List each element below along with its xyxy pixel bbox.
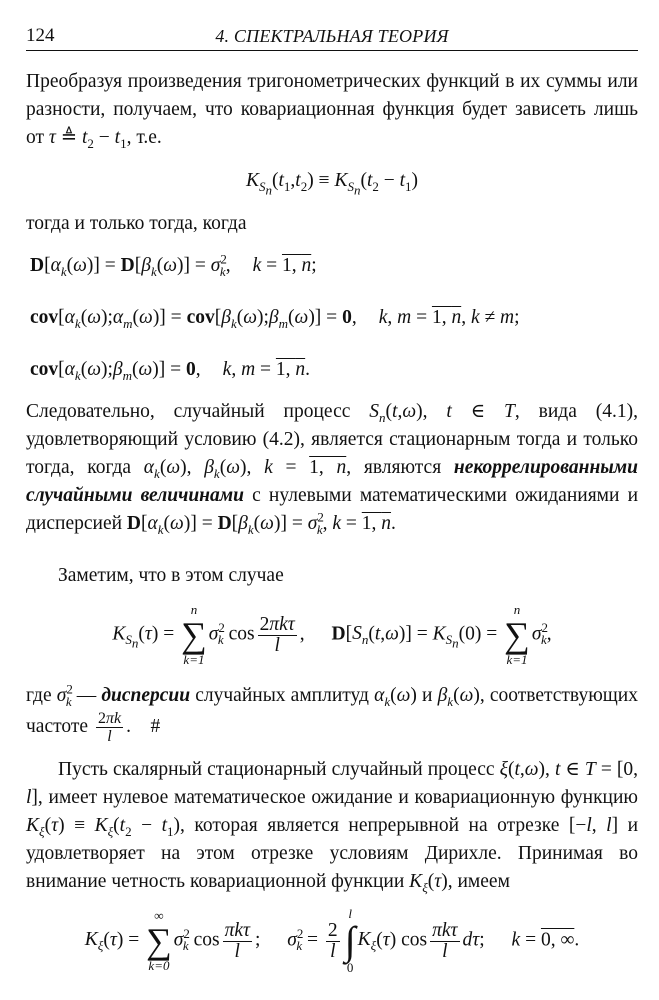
equation-covariance-shift: $K_{S_n}(t_1,t_2) \equiv K_{S_n}(t_2 - t_1)$ [245,170,419,198]
end-of-example-mark: # [150,715,161,737]
page-number: 124 [26,25,55,46]
paragraph-note: Заметим, что в этом случае [58,565,284,586]
paragraph-intro: Преобразуя произведения тригонометрических функций в их суммы или разности, получаем, что ковариационная функция будет зависеть лишь от τ ≜ $t_2 - t_1$, т.е. [26,71,638,151]
condition-cov-same: $cov[\alpha_k(\omega);\alpha_m(\omega)]$ = $cov[\beta_k(\omega);\beta_m(\omega)] = 0$, k, m = 1, n, k ≠ m; [30,307,520,331]
condition-variance: $D[\alpha_k(\omega)] = D[\beta_k(\omega)] = \sigma^2_k$, k = 1, n; [30,251,317,279]
paragraph-iff: тогда и только тогда, когда [26,213,247,234]
paragraph-stationarity: Следовательно, случайный процесс $S_n(t,\omega)$, t ∈ T, вида (4.1), удовлетворяющий условию (4.2), является стационарным тогда и только тогда, когда $\alpha_k(\omega)$, $\beta_k(\omega)$, k = 1, n, являются некоррелированными случайными величинами с нулевыми математическими ожиданиями и дисперсией $D[\alpha_k(\omega)] = D[\beta_k(\omega)] = \sigma^2_k$, k = 1, n. [26,401,639,537]
condition-cov-cross: $cov[\alpha_k(\omega);\beta_m(\omega)] = 0$, k, m = 1, n. [30,359,311,383]
paragraph-scalar-process: Пусть скалярный стационарный случайный процесс ξ(t,ω), t ∈ T = [0, l], имеет нулевое математическое ожидание и ковариационную функцию $K_\xi(\tau) \equiv K_\xi(t_2 - t_1)$, которая является непрерывной на отрезке [−l, l] и удовлетворяет на этом отрезке условиям Дирихле. Принимая во внимание четность ковариационной функции $K_\xi(\tau)$, имеем [26,759,639,895]
page [26,22,639,975]
paragraph-variances: где $\sigma^2_k$ — дисперсии случайных амплитуд $\alpha_k(\omega)$ и $\beta_k(\omega)$, соответствующих частоте $\frac{2\pi k}{l}$ . # [26,681,638,745]
equation-covariance-sum: $K_{S_n}(\tau)$ = n ∑ k=1 $\sigma^2_k$ cos $\frac{\text{2πkτ}}{l}$ , $D[S_n(t,\omega)] = K_{S_n}(0)$ = n ∑ k=1 $\sigma^2_k$, [112,602,552,667]
running-title: 4. СПЕКТРАЛЬНАЯ ТЕОРИЯ [215,26,449,46]
page-header [26,22,638,51]
equation-fourier-series: $K_\xi(\tau)$ = ∞ ∑ k=0 $\sigma^2_k$ cos $\frac{\text{πkτ}}{l}$ ; $\sigma^2_k$ = $\frac{2}{l}$ l ∫ 0 $K_\xi(\tau)$ cos $\frac{\text{πkτ}}{l}$ dτ; k = 0, ∞. [84,906,580,975]
